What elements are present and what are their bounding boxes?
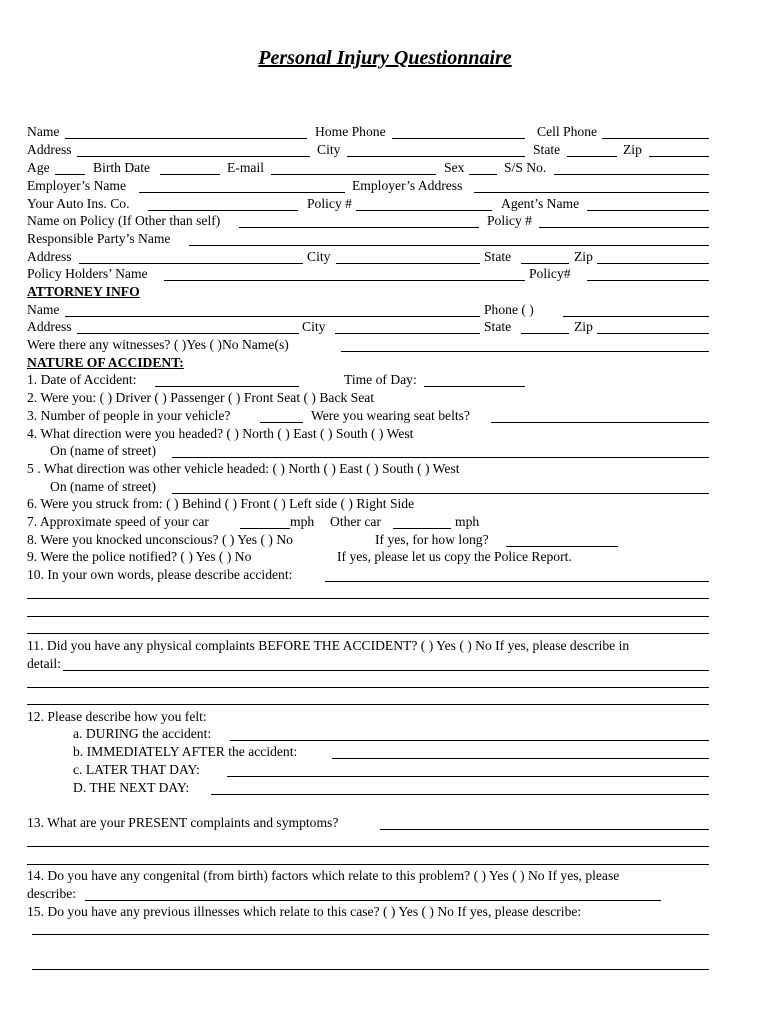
row-q13 xyxy=(27,814,709,832)
label-q8[interactable]: 8. Were you knocked unconscious? ( ) Yes ( ) No xyxy=(27,532,293,547)
row-insurance xyxy=(27,195,709,213)
field-q15-line-1[interactable] xyxy=(32,934,709,935)
accident-header: NATURE OF ACCIDENT: xyxy=(27,355,184,370)
field-birth-date[interactable] xyxy=(160,174,220,175)
label-zip-2: Zip xyxy=(574,249,593,264)
field-attorney-zip[interactable] xyxy=(597,333,709,334)
label-home-phone: Home Phone xyxy=(315,124,386,139)
row-q15 xyxy=(27,903,709,921)
label-attorney-zip: Zip xyxy=(574,319,593,334)
label-attorney-address: Address xyxy=(27,319,72,334)
field-q3-people[interactable] xyxy=(260,422,303,423)
label-q12d: D. THE NEXT DAY: xyxy=(73,780,190,795)
label-policy-holders-name: Policy Holders’ Name xyxy=(27,266,148,281)
field-attorney-city[interactable] xyxy=(335,333,480,334)
field-policy-no[interactable] xyxy=(356,210,492,211)
row-q3 xyxy=(27,407,709,425)
label-q12: 12. Please describe how you felt: xyxy=(27,709,207,724)
label-policy-no-2: Policy # xyxy=(487,213,532,228)
label-city-2: City xyxy=(307,249,331,264)
label-q3: 3. Number of people in your vehicle? xyxy=(27,408,231,423)
label-q14[interactable]: 14. Do you have any congenital (from birth) factors which relate to this problem? ( ) Yes ( ) No If yes, please xyxy=(27,868,620,883)
field-q12a[interactable] xyxy=(230,740,709,741)
row-q7 xyxy=(27,513,709,531)
label-q9b: If yes, please let us copy the Police Report. xyxy=(337,549,572,564)
label-q7-other: Other car xyxy=(330,514,381,529)
field-q10-line-3[interactable] xyxy=(27,616,709,617)
field-attorney-phone[interactable] xyxy=(563,316,709,317)
row-q5-street xyxy=(27,478,709,496)
field-auto-ins[interactable] xyxy=(148,210,298,211)
row-attorney-name xyxy=(27,301,709,319)
row-q12a xyxy=(27,725,709,743)
field-address-2[interactable] xyxy=(79,263,303,264)
field-accident-time[interactable] xyxy=(424,386,525,387)
field-q8-duration[interactable] xyxy=(506,546,618,547)
field-city-2[interactable] xyxy=(336,263,480,264)
row-q10 xyxy=(27,566,709,584)
label-agent-name: Agent’s Name xyxy=(501,196,580,211)
row-address xyxy=(27,141,709,159)
row-q12b xyxy=(27,743,709,761)
field-q12c[interactable] xyxy=(227,776,709,777)
label-q10: 10. In your own words, please describe accident: xyxy=(27,567,293,582)
field-q4-street[interactable] xyxy=(172,457,709,458)
field-state[interactable] xyxy=(567,156,617,157)
row-q4 xyxy=(27,425,709,443)
label-q8b: If yes, for how long? xyxy=(375,532,489,547)
field-q11-line-1[interactable] xyxy=(63,670,709,671)
field-employer-name[interactable] xyxy=(139,192,345,193)
field-q10-line-1[interactable] xyxy=(325,581,709,582)
field-email[interactable] xyxy=(271,174,436,175)
attorney-header: ATTORNEY INFO xyxy=(27,284,140,299)
field-q15-line-2[interactable] xyxy=(32,969,709,970)
field-q14-line-1[interactable] xyxy=(85,900,661,901)
label-state-2: State xyxy=(484,249,512,264)
row-name-phones xyxy=(27,123,709,141)
label-ssn: S/S No. xyxy=(504,160,547,175)
page-title: Personal Injury Questionnaire xyxy=(258,47,512,69)
row-q9 xyxy=(27,548,709,566)
field-sex[interactable] xyxy=(469,174,497,175)
field-name-on-policy[interactable] xyxy=(239,227,479,228)
label-q14b: describe: xyxy=(27,886,77,901)
row-q14 xyxy=(27,867,709,885)
label-attorney-state: State xyxy=(484,319,512,334)
row-q11-detail xyxy=(27,655,709,673)
label-q3b: Were you wearing seat belts? xyxy=(311,408,470,423)
field-q7-speed[interactable] xyxy=(240,528,290,529)
label-employer-name: Employer’s Name xyxy=(27,178,127,193)
label-attorney-phone: Phone ( ) xyxy=(484,302,534,317)
label-q5[interactable]: 5 . What direction was other vehicle headed: ( ) North ( ) East ( ) South ( ) West xyxy=(27,461,460,476)
row-witnesses xyxy=(27,336,709,354)
row-policy-holder xyxy=(27,265,709,283)
label-address-2: Address xyxy=(27,249,72,264)
label-attorney-city: City xyxy=(302,319,326,334)
field-cell-phone[interactable] xyxy=(602,138,709,139)
field-q11-line-2[interactable] xyxy=(27,687,709,688)
row-q6 xyxy=(27,495,709,513)
row-name-on-policy xyxy=(27,212,709,230)
label-q1-time: Time of Day: xyxy=(344,372,417,387)
row-attorney-address xyxy=(27,318,709,336)
field-q13-line-1[interactable] xyxy=(380,829,709,830)
label-employer-address: Employer’s Address xyxy=(352,178,463,193)
label-q7-mph: mph xyxy=(290,514,315,529)
label-name-on-policy: Name on Policy (If Other than self) xyxy=(27,213,221,228)
field-attorney-address[interactable] xyxy=(77,333,299,334)
label-q5-on: On (name of street) xyxy=(50,479,157,494)
field-address[interactable] xyxy=(77,156,310,157)
row-address-2 xyxy=(27,248,709,266)
row-q11 xyxy=(27,637,709,655)
field-policy-no-3[interactable] xyxy=(587,280,709,281)
field-q5-street[interactable] xyxy=(172,493,709,494)
row-q12c xyxy=(27,761,709,779)
field-policy-holders-name[interactable] xyxy=(164,280,525,281)
label-name: Name xyxy=(27,124,60,139)
field-q13-line-2[interactable] xyxy=(27,846,709,847)
label-policy-no: Policy # xyxy=(307,196,352,211)
field-zip-2[interactable] xyxy=(597,263,709,264)
label-q6[interactable]: 6. Were you struck from: ( ) Behind ( ) Front ( ) Left side ( ) Right Side xyxy=(27,496,415,511)
field-responsible-party[interactable] xyxy=(189,245,709,246)
field-q10-line-2[interactable] xyxy=(27,598,709,599)
field-q11-line-3[interactable] xyxy=(27,704,709,705)
field-name[interactable] xyxy=(65,138,307,139)
row-q5 xyxy=(27,460,709,478)
label-city: City xyxy=(317,142,341,157)
row-q14-describe xyxy=(27,885,709,903)
row-accident-header xyxy=(27,354,709,372)
label-q7-mph2: mph xyxy=(455,514,480,529)
label-email: E-mail xyxy=(227,160,264,175)
row-q1 xyxy=(27,371,709,389)
label-birth-date: Birth Date xyxy=(93,160,151,175)
label-witnesses: Were there any witnesses? ( )Yes ( )No Name(s) xyxy=(27,337,289,352)
field-q12b[interactable] xyxy=(332,758,709,759)
label-responsible-party: Responsible Party’s Name xyxy=(27,231,171,246)
field-age[interactable] xyxy=(55,174,85,175)
label-q9[interactable]: 9. Were the police notified? ( ) Yes ( ) No xyxy=(27,549,252,564)
row-q12 xyxy=(27,708,709,726)
row-q12d xyxy=(27,779,709,797)
label-q1: 1. Date of Accident: xyxy=(27,372,137,387)
label-q12c: c. LATER THAT DAY: xyxy=(73,762,200,777)
label-q11b: detail: xyxy=(27,656,61,671)
label-q12b: b. IMMEDIATELY AFTER the accident: xyxy=(73,744,298,759)
field-accident-date[interactable] xyxy=(155,386,299,387)
field-policy-no-2[interactable] xyxy=(539,227,709,228)
field-witness-names[interactable] xyxy=(341,351,709,352)
field-q10-line-4[interactable] xyxy=(27,633,709,634)
label-q12a: a. DURING the accident: xyxy=(73,726,212,741)
field-attorney-name[interactable] xyxy=(65,316,480,317)
row-q8 xyxy=(27,531,709,549)
label-q15[interactable]: 15. Do you have any previous illnesses which relate to this case? ( ) Yes ( ) No If yes, please describe: xyxy=(27,904,582,919)
field-q3-seatbelts[interactable] xyxy=(491,422,709,423)
label-address: Address xyxy=(27,142,72,157)
label-q2[interactable]: 2. Were you: ( ) Driver ( ) Passenger ( ) Front Seat ( ) Back Seat xyxy=(27,390,375,405)
label-zip: Zip xyxy=(623,142,642,157)
field-agent-name[interactable] xyxy=(587,210,709,211)
row-q4-street xyxy=(27,442,709,460)
row-responsible-party xyxy=(27,230,709,248)
label-q13: 13. What are your PRESENT complaints and symptoms? xyxy=(27,815,339,830)
field-home-phone[interactable] xyxy=(392,138,525,139)
field-state-2[interactable] xyxy=(521,263,569,264)
field-city[interactable] xyxy=(347,156,525,157)
row-age xyxy=(27,159,709,177)
field-zip[interactable] xyxy=(649,156,709,157)
field-q7-other-speed[interactable] xyxy=(393,528,451,529)
field-q13-line-3[interactable] xyxy=(27,864,709,865)
field-attorney-state[interactable] xyxy=(521,333,569,334)
label-attorney-name: Name xyxy=(27,302,60,317)
label-q11[interactable]: 11. Did you have any physical complaints BEFORE THE ACCIDENT? ( ) Yes ( ) No If yes, please describe in xyxy=(27,638,630,653)
field-employer-address[interactable] xyxy=(474,192,709,193)
label-auto-ins: Your Auto Ins. Co. xyxy=(27,196,130,211)
label-q4[interactable]: 4. What direction were you headed? ( ) North ( ) East ( ) South ( ) West xyxy=(27,426,414,441)
label-cell-phone: Cell Phone xyxy=(537,124,598,139)
field-q12d[interactable] xyxy=(211,794,709,795)
row-q2 xyxy=(27,389,709,407)
label-q4-on: On (name of street) xyxy=(50,443,157,458)
field-ssn[interactable] xyxy=(554,174,709,175)
label-sex: Sex xyxy=(444,160,465,175)
label-policy-no-3: Policy# xyxy=(529,266,571,281)
row-attorney-header xyxy=(27,283,709,301)
row-employer xyxy=(27,177,709,195)
label-q7: 7. Approximate speed of your car xyxy=(27,514,209,529)
label-state: State xyxy=(533,142,561,157)
label-age: Age xyxy=(27,160,50,175)
